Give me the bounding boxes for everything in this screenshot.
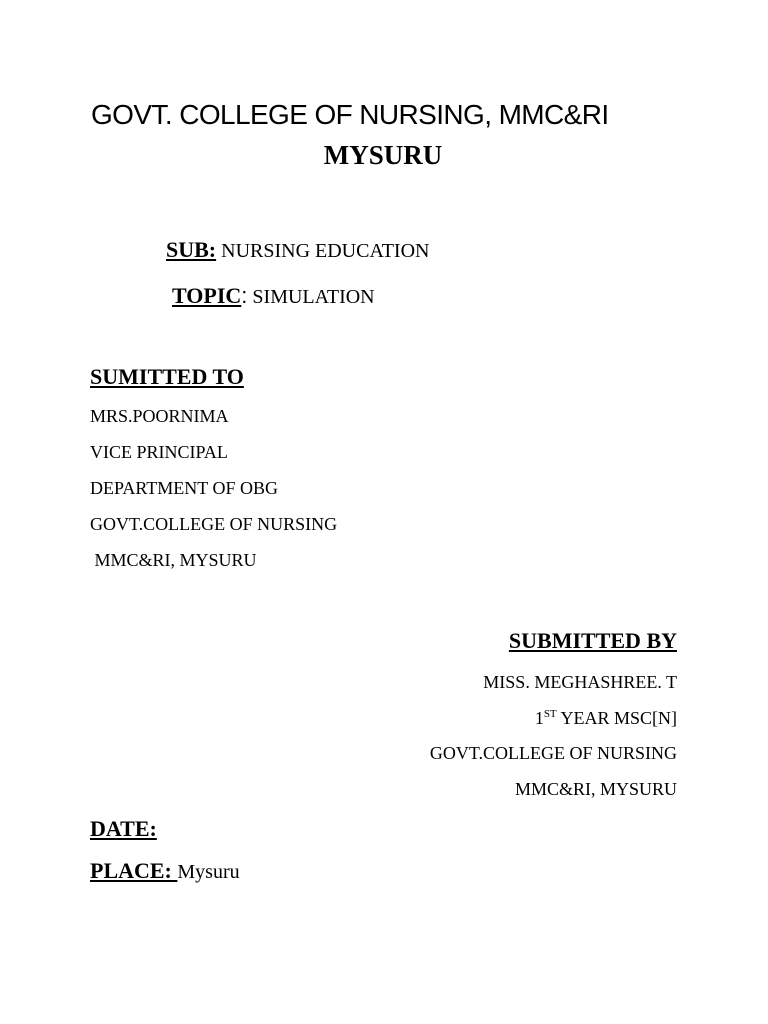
submitted-to-heading: SUMITTED TO xyxy=(90,364,244,389)
city-title-text: MYSURU xyxy=(323,140,443,170)
topic-colon: : xyxy=(241,283,248,308)
submitted-to-line: MRS.POORNIMA xyxy=(90,406,229,426)
submitted-to-line: DEPARTMENT OF OBG xyxy=(90,478,278,498)
college-title: GOVT. COLLEGE OF NURSING, MMC&RI xyxy=(91,99,609,130)
date-label: DATE: xyxy=(90,816,157,841)
submitted-by-college: GOVT.COLLEGE OF NURSING xyxy=(429,743,677,763)
topic-value: SIMULATION xyxy=(252,286,375,308)
submitted-by-location: MMC&RI, MYSURU xyxy=(514,779,677,799)
submitted-by-heading: SUBMITTED BY xyxy=(508,628,677,653)
subject-row xyxy=(166,239,429,261)
city-title xyxy=(0,142,768,169)
submitted-by-year xyxy=(535,709,677,727)
topic-row xyxy=(172,285,375,307)
submitted-by-name: MISS. MEGHASHREE. T xyxy=(483,672,677,692)
place-value: Mysuru xyxy=(177,861,240,883)
submitted-to-line: GOVT.COLLEGE OF NURSING xyxy=(90,514,338,534)
subject-value: NURSING EDUCATION xyxy=(221,240,430,262)
year-text: YEAR MSC[N] xyxy=(556,708,677,728)
place-row xyxy=(90,860,240,882)
topic-label: TOPIC xyxy=(172,283,242,308)
place-label: PLACE: xyxy=(90,858,178,883)
year-suffix: ST xyxy=(543,708,557,720)
submitted-to-line: VICE PRINCIPAL xyxy=(90,442,228,462)
subject-label: SUB: xyxy=(166,237,217,262)
submitted-to-line: MMC&RI, MYSURU xyxy=(90,550,257,570)
year-number: 1 xyxy=(534,708,544,728)
